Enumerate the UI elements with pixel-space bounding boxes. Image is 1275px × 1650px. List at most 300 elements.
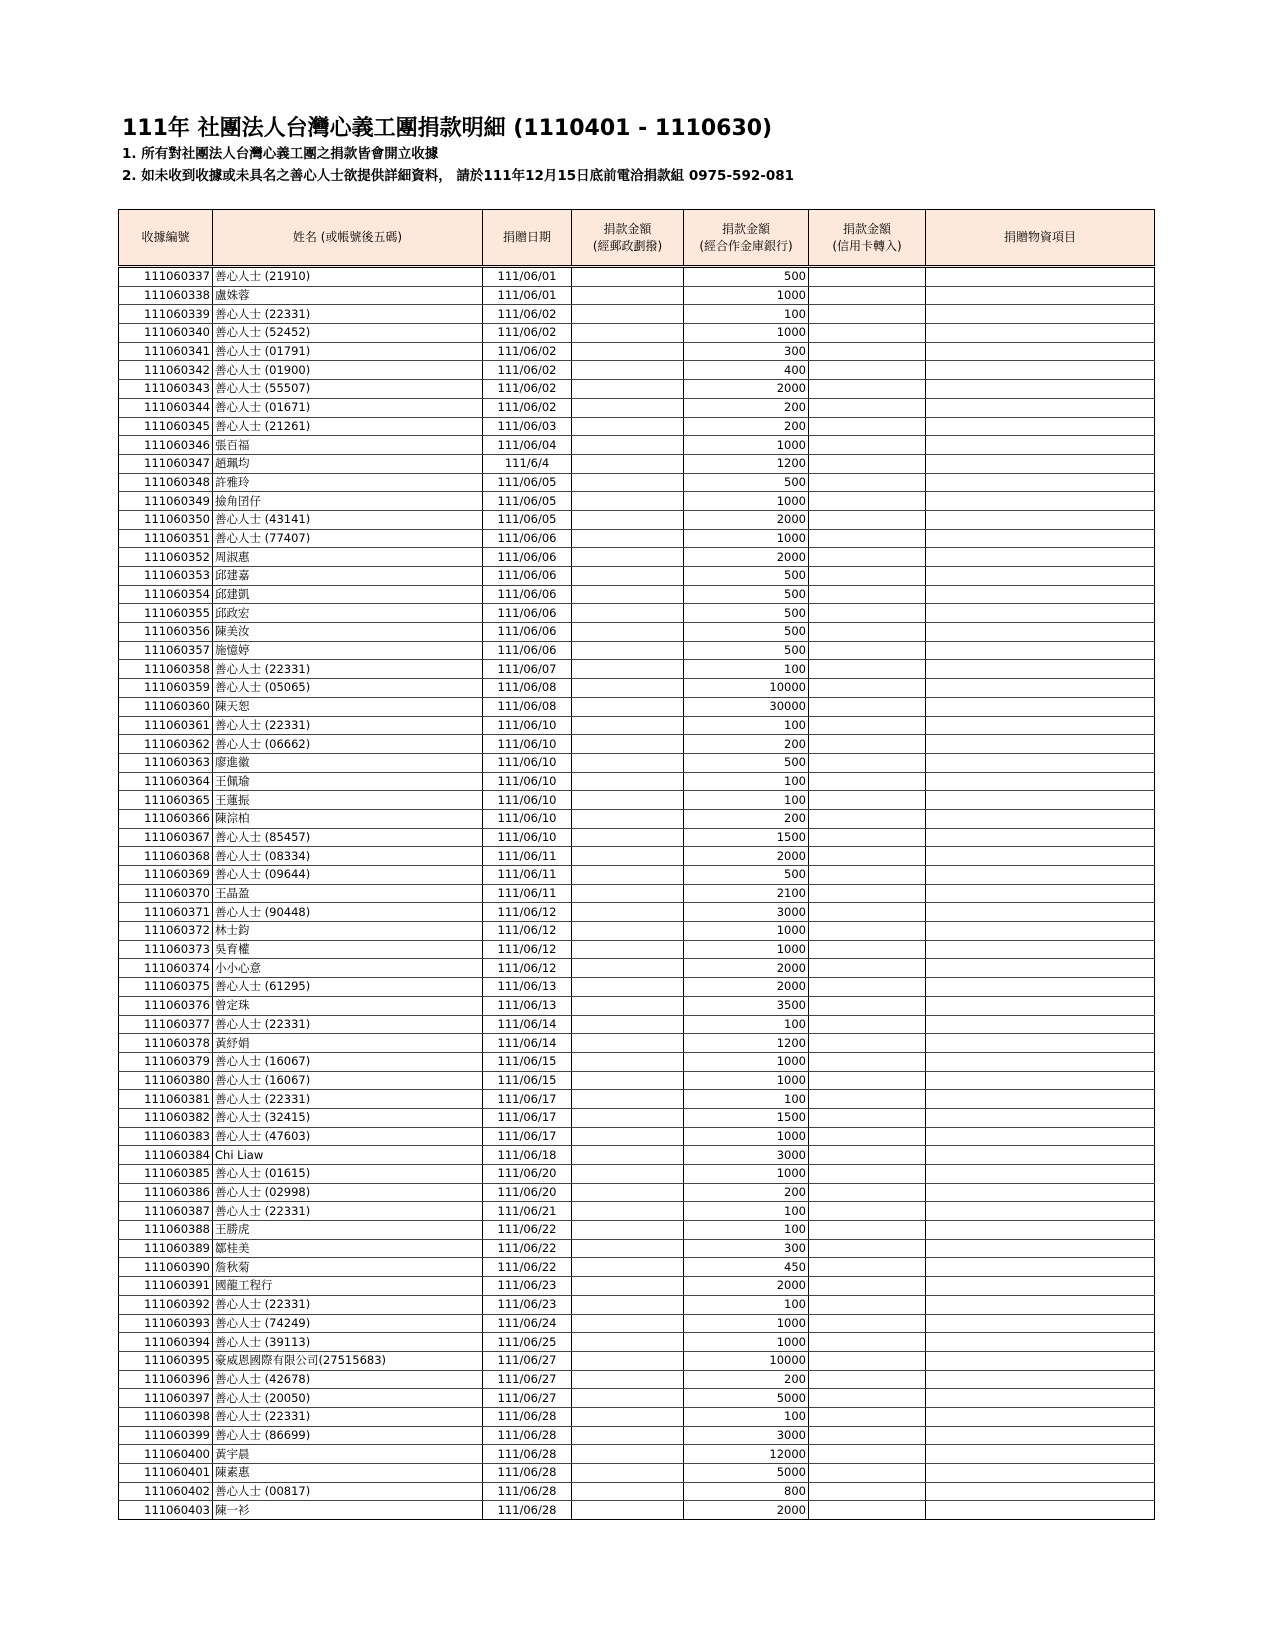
cell-postal-amount	[572, 267, 684, 287]
cell-items	[926, 1052, 1155, 1071]
cell-credit-amount	[809, 417, 926, 436]
cell-items	[926, 996, 1155, 1015]
cell-credit-amount	[809, 1165, 926, 1184]
cell-date: 111/06/17	[483, 1108, 572, 1127]
cell-postal-amount	[572, 529, 684, 548]
cell-bank-amount: 1000	[684, 286, 809, 305]
cell-credit-amount	[809, 454, 926, 473]
cell-postal-amount	[572, 567, 684, 586]
cell-date: 111/06/05	[483, 473, 572, 492]
cell-postal-amount	[572, 996, 684, 1015]
cell-bank-amount: 3500	[684, 996, 809, 1015]
note-receipt: 1. 所有對社團法人台灣心義工團之捐款皆會開立收據	[122, 146, 439, 162]
cell-date: 111/06/28	[483, 1482, 572, 1501]
cell-date: 111/06/06	[483, 529, 572, 548]
table-row	[119, 791, 1155, 810]
cell-credit-amount	[809, 1108, 926, 1127]
table-row	[119, 267, 1155, 287]
cell-credit-amount	[809, 1146, 926, 1165]
cell-date: 111/06/12	[483, 959, 572, 978]
cell-postal-amount	[572, 1277, 684, 1296]
cell-bank-amount: 3000	[684, 903, 809, 922]
cell-bank-amount: 3000	[684, 1146, 809, 1165]
cell-name: 善心人士 (00817)	[213, 1482, 483, 1501]
cell-bank-amount: 100	[684, 660, 809, 679]
cell-postal-amount	[572, 398, 684, 417]
cell-date: 111/06/10	[483, 828, 572, 847]
cell-name: 善心人士 (01900)	[213, 361, 483, 380]
cell-items	[926, 417, 1155, 436]
cell-credit-amount	[809, 978, 926, 997]
donation-table	[118, 209, 1155, 1520]
cell-receipt-no: 111060385	[119, 1165, 213, 1184]
table-row	[119, 641, 1155, 660]
cell-credit-amount	[809, 1127, 926, 1146]
cell-date: 111/06/06	[483, 567, 572, 586]
cell-date: 111/06/02	[483, 398, 572, 417]
cell-bank-amount: 100	[684, 716, 809, 735]
cell-date: 111/06/10	[483, 809, 572, 828]
table-row	[119, 1183, 1155, 1202]
table-row	[119, 1464, 1155, 1483]
cell-bank-amount: 100	[684, 305, 809, 324]
cell-bank-amount: 12000	[684, 1445, 809, 1464]
cell-date: 111/06/23	[483, 1277, 572, 1296]
cell-postal-amount	[572, 585, 684, 604]
cell-credit-amount	[809, 324, 926, 343]
cell-credit-amount	[809, 753, 926, 772]
cell-bank-amount: 800	[684, 1482, 809, 1501]
table-row	[119, 1127, 1155, 1146]
cell-bank-amount: 100	[684, 791, 809, 810]
table-row	[119, 510, 1155, 529]
cell-postal-amount	[572, 1501, 684, 1520]
cell-name: 善心人士 (01671)	[213, 398, 483, 417]
cell-receipt-no: 111060373	[119, 940, 213, 959]
cell-bank-amount: 2000	[684, 1501, 809, 1520]
cell-receipt-no: 111060377	[119, 1015, 213, 1034]
cell-postal-amount	[572, 1314, 684, 1333]
cell-date: 111/06/28	[483, 1426, 572, 1445]
table-row	[119, 1407, 1155, 1426]
cell-receipt-no: 111060397	[119, 1389, 213, 1408]
cell-credit-amount	[809, 510, 926, 529]
cell-postal-amount	[572, 380, 684, 399]
table-row	[119, 1277, 1155, 1296]
cell-items	[926, 1445, 1155, 1464]
cell-name: 張百福	[213, 436, 483, 455]
cell-date: 111/06/10	[483, 791, 572, 810]
cell-postal-amount	[572, 1351, 684, 1370]
cell-items	[926, 1071, 1155, 1090]
table-row	[119, 1482, 1155, 1501]
cell-name: 趙珮均	[213, 454, 483, 473]
cell-bank-amount: 1000	[684, 436, 809, 455]
cell-postal-amount	[572, 735, 684, 754]
cell-postal-amount	[572, 305, 684, 324]
cell-bank-amount: 1000	[684, 324, 809, 343]
cell-items	[926, 828, 1155, 847]
header-bank-amount	[684, 210, 809, 267]
cell-credit-amount	[809, 473, 926, 492]
table-row	[119, 324, 1155, 343]
cell-date: 111/06/24	[483, 1314, 572, 1333]
cell-postal-amount	[572, 791, 684, 810]
cell-receipt-no: 111060365	[119, 791, 213, 810]
cell-items	[926, 1389, 1155, 1408]
cell-bank-amount: 1000	[684, 1314, 809, 1333]
cell-postal-amount	[572, 1333, 684, 1352]
cell-receipt-no: 111060351	[119, 529, 213, 548]
cell-date: 111/06/06	[483, 641, 572, 660]
table-row	[119, 866, 1155, 885]
cell-postal-amount	[572, 548, 684, 567]
cell-name: 善心人士 (42678)	[213, 1370, 483, 1389]
cell-date: 111/06/11	[483, 884, 572, 903]
cell-bank-amount: 500	[684, 641, 809, 660]
table-row	[119, 809, 1155, 828]
cell-receipt-no: 111060343	[119, 380, 213, 399]
cell-date: 111/06/14	[483, 1015, 572, 1034]
table-row	[119, 1015, 1155, 1034]
cell-receipt-no: 111060356	[119, 623, 213, 642]
cell-items	[926, 548, 1155, 567]
cell-postal-amount	[572, 436, 684, 455]
cell-name: 善心人士 (21910)	[213, 267, 483, 287]
table-row	[119, 1052, 1155, 1071]
cell-bank-amount: 100	[684, 1407, 809, 1426]
cell-credit-amount	[809, 1389, 926, 1408]
cell-credit-amount	[809, 529, 926, 548]
cell-postal-amount	[572, 697, 684, 716]
cell-postal-amount	[572, 660, 684, 679]
cell-name: 鄒桂美	[213, 1239, 483, 1258]
cell-date: 111/06/12	[483, 922, 572, 941]
cell-credit-amount	[809, 380, 926, 399]
cell-credit-amount	[809, 398, 926, 417]
cell-receipt-no: 111060380	[119, 1071, 213, 1090]
cell-name: 陳天恕	[213, 697, 483, 716]
cell-receipt-no: 111060401	[119, 1464, 213, 1483]
cell-name: 善心人士 (86699)	[213, 1426, 483, 1445]
cell-name: 善心人士 (22331)	[213, 1202, 483, 1221]
table-row	[119, 716, 1155, 735]
cell-date: 111/06/07	[483, 660, 572, 679]
cell-bank-amount: 450	[684, 1258, 809, 1277]
cell-postal-amount	[572, 1426, 684, 1445]
cell-date: 111/06/20	[483, 1183, 572, 1202]
cell-credit-amount	[809, 1295, 926, 1314]
cell-date: 111/06/22	[483, 1239, 572, 1258]
table-row	[119, 398, 1155, 417]
cell-items	[926, 1501, 1155, 1520]
cell-items	[926, 1370, 1155, 1389]
table-row	[119, 473, 1155, 492]
cell-date: 111/06/28	[483, 1464, 572, 1483]
table-header-row	[119, 210, 1155, 267]
cell-postal-amount	[572, 1370, 684, 1389]
cell-receipt-no: 111060370	[119, 884, 213, 903]
cell-name: 善心人士 (22331)	[213, 1295, 483, 1314]
cell-receipt-no: 111060338	[119, 286, 213, 305]
cell-items	[926, 473, 1155, 492]
cell-receipt-no: 111060350	[119, 510, 213, 529]
cell-date: 111/06/15	[483, 1071, 572, 1090]
cell-name: 善心人士 (74249)	[213, 1314, 483, 1333]
cell-items	[926, 1127, 1155, 1146]
cell-items	[926, 380, 1155, 399]
cell-postal-amount	[572, 828, 684, 847]
cell-bank-amount: 3000	[684, 1426, 809, 1445]
cell-credit-amount	[809, 1501, 926, 1520]
table-row	[119, 1370, 1155, 1389]
cell-receipt-no: 111060357	[119, 641, 213, 660]
cell-date: 111/06/11	[483, 847, 572, 866]
cell-date: 111/06/02	[483, 305, 572, 324]
cell-name: 邱建凱	[213, 585, 483, 604]
cell-postal-amount	[572, 1165, 684, 1184]
cell-name: 周淑惠	[213, 548, 483, 567]
cell-bank-amount: 100	[684, 772, 809, 791]
cell-receipt-no: 111060346	[119, 436, 213, 455]
cell-name: 黃紓娟	[213, 1034, 483, 1053]
cell-items	[926, 1464, 1155, 1483]
cell-date: 111/06/02	[483, 380, 572, 399]
cell-items	[926, 1314, 1155, 1333]
cell-receipt-no: 111060374	[119, 959, 213, 978]
cell-credit-amount	[809, 436, 926, 455]
cell-postal-amount	[572, 1445, 684, 1464]
cell-postal-amount	[572, 324, 684, 343]
cell-credit-amount	[809, 1351, 926, 1370]
cell-receipt-no: 111060352	[119, 548, 213, 567]
cell-postal-amount	[572, 1221, 684, 1240]
cell-items	[926, 959, 1155, 978]
table-row	[119, 847, 1155, 866]
table-row	[119, 361, 1155, 380]
cell-date: 111/06/06	[483, 548, 572, 567]
cell-items	[926, 660, 1155, 679]
cell-date: 111/06/06	[483, 623, 572, 642]
table-row	[119, 1389, 1155, 1408]
table-row	[119, 1090, 1155, 1109]
cell-bank-amount: 100	[684, 1015, 809, 1034]
cell-credit-amount	[809, 567, 926, 586]
cell-name: 善心人士 (55507)	[213, 380, 483, 399]
table-row	[119, 1501, 1155, 1520]
cell-date: 111/06/13	[483, 978, 572, 997]
cell-items	[926, 884, 1155, 903]
cell-date: 111/06/10	[483, 753, 572, 772]
cell-bank-amount: 2000	[684, 380, 809, 399]
cell-bank-amount: 1200	[684, 1034, 809, 1053]
cell-name: 王晶盈	[213, 884, 483, 903]
table-row	[119, 417, 1155, 436]
cell-receipt-no: 111060364	[119, 772, 213, 791]
cell-receipt-no: 111060360	[119, 697, 213, 716]
cell-bank-amount: 2000	[684, 1277, 809, 1296]
cell-postal-amount	[572, 361, 684, 380]
cell-credit-amount	[809, 940, 926, 959]
table-row	[119, 604, 1155, 623]
cell-credit-amount	[809, 828, 926, 847]
cell-bank-amount: 500	[684, 623, 809, 642]
cell-name: 陳素惠	[213, 1464, 483, 1483]
cell-date: 111/06/12	[483, 903, 572, 922]
cell-postal-amount	[572, 1407, 684, 1426]
cell-items	[926, 492, 1155, 511]
cell-receipt-no: 111060358	[119, 660, 213, 679]
cell-bank-amount: 1000	[684, 529, 809, 548]
cell-receipt-no: 111060339	[119, 305, 213, 324]
cell-bank-amount: 500	[684, 473, 809, 492]
cell-items	[926, 847, 1155, 866]
cell-credit-amount	[809, 1426, 926, 1445]
cell-date: 111/06/02	[483, 324, 572, 343]
cell-credit-amount	[809, 697, 926, 716]
cell-bank-amount: 500	[684, 585, 809, 604]
table-row	[119, 772, 1155, 791]
cell-postal-amount	[572, 903, 684, 922]
cell-postal-amount	[572, 1052, 684, 1071]
cell-credit-amount	[809, 641, 926, 660]
cell-bank-amount: 2100	[684, 884, 809, 903]
cell-name: 善心人士 (47603)	[213, 1127, 483, 1146]
cell-receipt-no: 111060376	[119, 996, 213, 1015]
cell-date: 111/6/4	[483, 454, 572, 473]
cell-name: 善心人士 (22331)	[213, 1015, 483, 1034]
cell-bank-amount: 1500	[684, 828, 809, 847]
cell-date: 111/06/12	[483, 940, 572, 959]
cell-items	[926, 735, 1155, 754]
cell-bank-amount: 500	[684, 267, 809, 287]
cell-items	[926, 1333, 1155, 1352]
table-row	[119, 828, 1155, 847]
cell-name: 善心人士 (02998)	[213, 1183, 483, 1202]
cell-date: 111/06/08	[483, 679, 572, 698]
table-row	[119, 884, 1155, 903]
cell-name: 善心人士 (05065)	[213, 679, 483, 698]
cell-name: 善心人士 (22331)	[213, 1407, 483, 1426]
cell-credit-amount	[809, 1445, 926, 1464]
cell-name: 陳淙柏	[213, 809, 483, 828]
cell-items	[926, 1108, 1155, 1127]
cell-name: 善心人士 (08334)	[213, 847, 483, 866]
cell-postal-amount	[572, 716, 684, 735]
cell-name: 王勝虎	[213, 1221, 483, 1240]
table-row	[119, 996, 1155, 1015]
cell-receipt-no: 111060344	[119, 398, 213, 417]
cell-credit-amount	[809, 772, 926, 791]
cell-name: 林士鈞	[213, 922, 483, 941]
header-credit-line1: 捐款金額	[842, 221, 891, 236]
cell-receipt-no: 111060355	[119, 604, 213, 623]
cell-date: 111/06/20	[483, 1165, 572, 1184]
cell-date: 111/06/01	[483, 286, 572, 305]
cell-receipt-no: 111060390	[119, 1258, 213, 1277]
cell-receipt-no: 111060348	[119, 473, 213, 492]
cell-receipt-no: 111060383	[119, 1127, 213, 1146]
cell-receipt-no: 111060381	[119, 1090, 213, 1109]
cell-postal-amount	[572, 1146, 684, 1165]
cell-receipt-no: 111060386	[119, 1183, 213, 1202]
table-row	[119, 436, 1155, 455]
cell-credit-amount	[809, 585, 926, 604]
cell-name: 善心人士 (22331)	[213, 1090, 483, 1109]
header-name: 姓名 (或帳號後五碼)	[213, 210, 483, 267]
cell-credit-amount	[809, 1183, 926, 1202]
table-row	[119, 492, 1155, 511]
note-contact: 2. 如未收到收據或未具名之善心人士欲提供詳細資料， 請於111年12月15日底前電洽捐款組 0975-592-081	[122, 168, 795, 184]
cell-name: 善心人士 (61295)	[213, 978, 483, 997]
cell-date: 111/06/28	[483, 1445, 572, 1464]
cell-items	[926, 903, 1155, 922]
cell-date: 111/06/14	[483, 1034, 572, 1053]
cell-credit-amount	[809, 1202, 926, 1221]
cell-items	[926, 1239, 1155, 1258]
cell-bank-amount: 100	[684, 1295, 809, 1314]
cell-name: 撿角囝仔	[213, 492, 483, 511]
cell-receipt-no: 111060398	[119, 1407, 213, 1426]
table-row	[119, 1108, 1155, 1127]
cell-postal-amount	[572, 342, 684, 361]
cell-credit-amount	[809, 267, 926, 287]
cell-items	[926, 1258, 1155, 1277]
cell-bank-amount: 1000	[684, 1052, 809, 1071]
cell-receipt-no: 111060388	[119, 1221, 213, 1240]
cell-date: 111/06/17	[483, 1090, 572, 1109]
cell-postal-amount	[572, 1258, 684, 1277]
cell-date: 111/06/10	[483, 772, 572, 791]
cell-postal-amount	[572, 1034, 684, 1053]
cell-bank-amount: 1000	[684, 1127, 809, 1146]
cell-bank-amount: 30000	[684, 697, 809, 716]
table-row	[119, 585, 1155, 604]
cell-name: 善心人士 (39113)	[213, 1333, 483, 1352]
cell-items	[926, 1202, 1155, 1221]
cell-name: 善心人士 (09644)	[213, 866, 483, 885]
cell-bank-amount: 200	[684, 417, 809, 436]
cell-credit-amount	[809, 361, 926, 380]
cell-bank-amount: 200	[684, 735, 809, 754]
cell-items	[926, 1034, 1155, 1053]
cell-receipt-no: 111060371	[119, 903, 213, 922]
table-row	[119, 286, 1155, 305]
cell-name: 施憶婷	[213, 641, 483, 660]
cell-receipt-no: 111060349	[119, 492, 213, 511]
cell-date: 111/06/27	[483, 1351, 572, 1370]
cell-bank-amount: 1000	[684, 1071, 809, 1090]
cell-bank-amount: 1000	[684, 922, 809, 941]
cell-name: 善心人士 (22331)	[213, 716, 483, 735]
cell-postal-amount	[572, 1482, 684, 1501]
cell-bank-amount: 500	[684, 604, 809, 623]
cell-name: 黃宇晨	[213, 1445, 483, 1464]
cell-receipt-no: 111060394	[119, 1333, 213, 1352]
cell-postal-amount	[572, 884, 684, 903]
cell-credit-amount	[809, 1333, 926, 1352]
cell-receipt-no: 111060403	[119, 1501, 213, 1520]
table-row	[119, 940, 1155, 959]
cell-credit-amount	[809, 1464, 926, 1483]
cell-receipt-no: 111060400	[119, 1445, 213, 1464]
table-row	[119, 548, 1155, 567]
table-row	[119, 660, 1155, 679]
cell-credit-amount	[809, 1090, 926, 1109]
cell-credit-amount	[809, 623, 926, 642]
table-row	[119, 1258, 1155, 1277]
cell-name: 國龍工程行	[213, 1277, 483, 1296]
